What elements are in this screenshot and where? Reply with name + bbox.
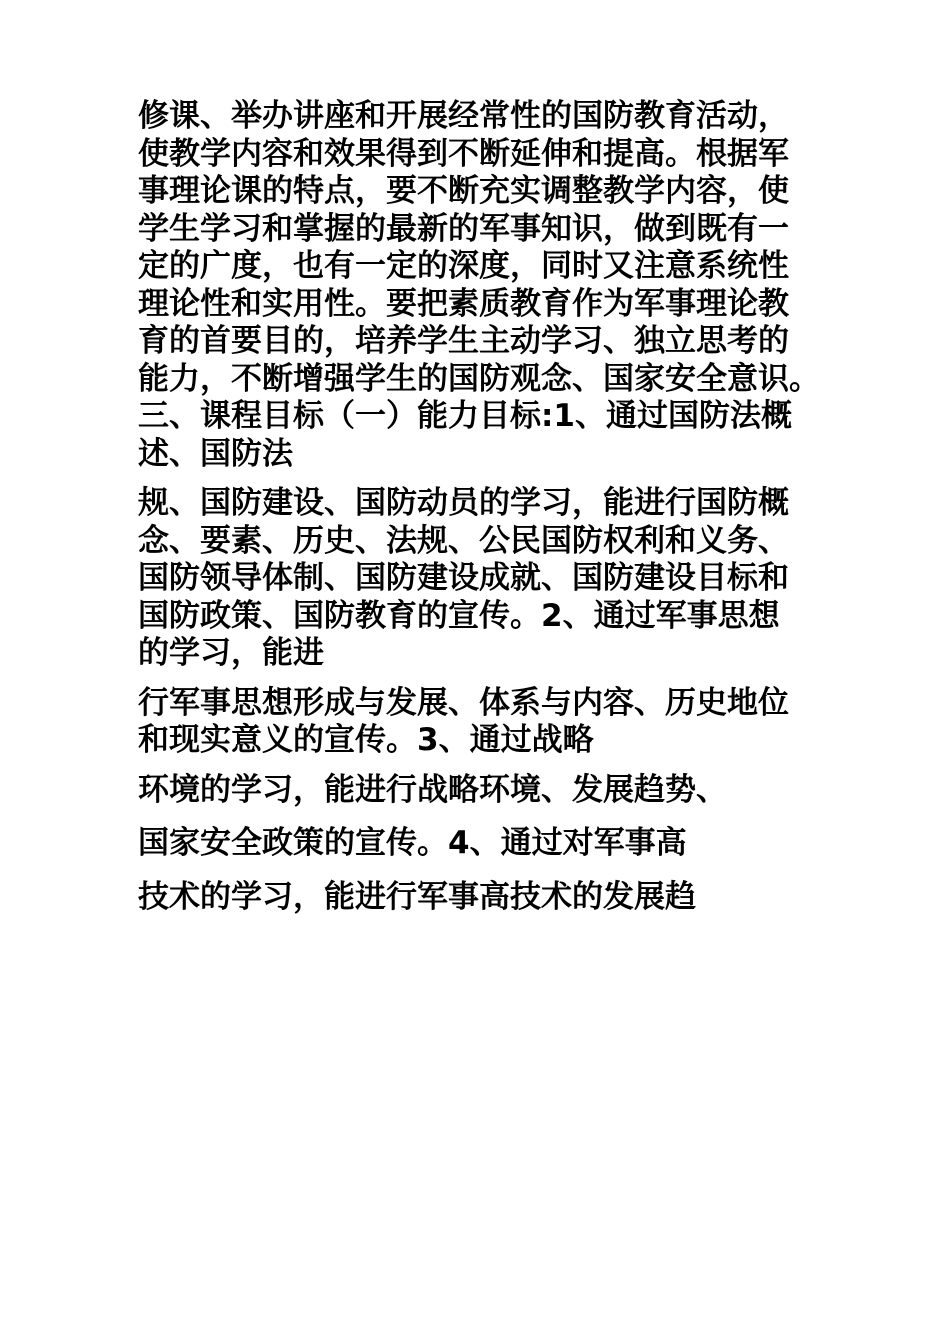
text-line: 修课、举办讲座和开展经常性的国防教育活动， [138, 98, 789, 134]
text-line: 理论性和实用性。要把素质教育作为军事理论教 [138, 285, 789, 322]
text-line: 学生学习和掌握的最新的军事知识，做到既有一 [138, 210, 789, 247]
text-line: 行军事思想形成与发展、体系与内容、历史地位 [138, 684, 789, 721]
text-line: 技术的学习，能进行军事高技术的发展趋 [138, 878, 696, 915]
document-body [138, 98, 858, 916]
text-line: 环境的学习，能进行战略环境、发展趋势、 [138, 771, 727, 808]
paragraph-1 [138, 98, 858, 473]
text-line: 的学习，能进 [138, 635, 324, 671]
text-line: 定的广度，也有一定的深度，同时又注意系统性 [138, 248, 789, 284]
text-line: 国防领导体制、国防建设成就、国防建设目标和 [138, 560, 789, 596]
text-line: 国家安全政策的宣传。4、通过对军事高 [138, 825, 687, 861]
text-line: 念、要素、历史、法规、公民国防权利和义务、 [138, 522, 789, 559]
text-line: 三、课程目标（一）能力目标:1、通过国防法概 [138, 398, 792, 434]
paragraph-3 [138, 685, 858, 760]
text-line: 育的首要目的，培养学生主动学习、独立思考的 [138, 323, 789, 359]
paragraph-4 [138, 772, 858, 810]
paragraph-2 [138, 485, 858, 673]
paragraph-6 [138, 879, 858, 917]
text-line: 使教学内容和效果得到不断延伸和提高。根据军 [138, 135, 789, 172]
text-line: 述、国防法 [138, 435, 293, 472]
paragraph-5 [138, 825, 858, 863]
text-line: 国防政策、国防教育的宣传。2、通过军事思想 [138, 597, 780, 634]
text-line: 规、国防建设、国防动员的学习，能进行国防概 [138, 485, 789, 521]
text-line: 事理论课的特点，要不断充实调整教学内容，使 [138, 173, 789, 209]
text-line: 能力，不断增强学生的国防观念、国家安全意识。 [138, 360, 820, 397]
text-line: 和现实意义的宣传。3、通过战略 [138, 722, 594, 758]
